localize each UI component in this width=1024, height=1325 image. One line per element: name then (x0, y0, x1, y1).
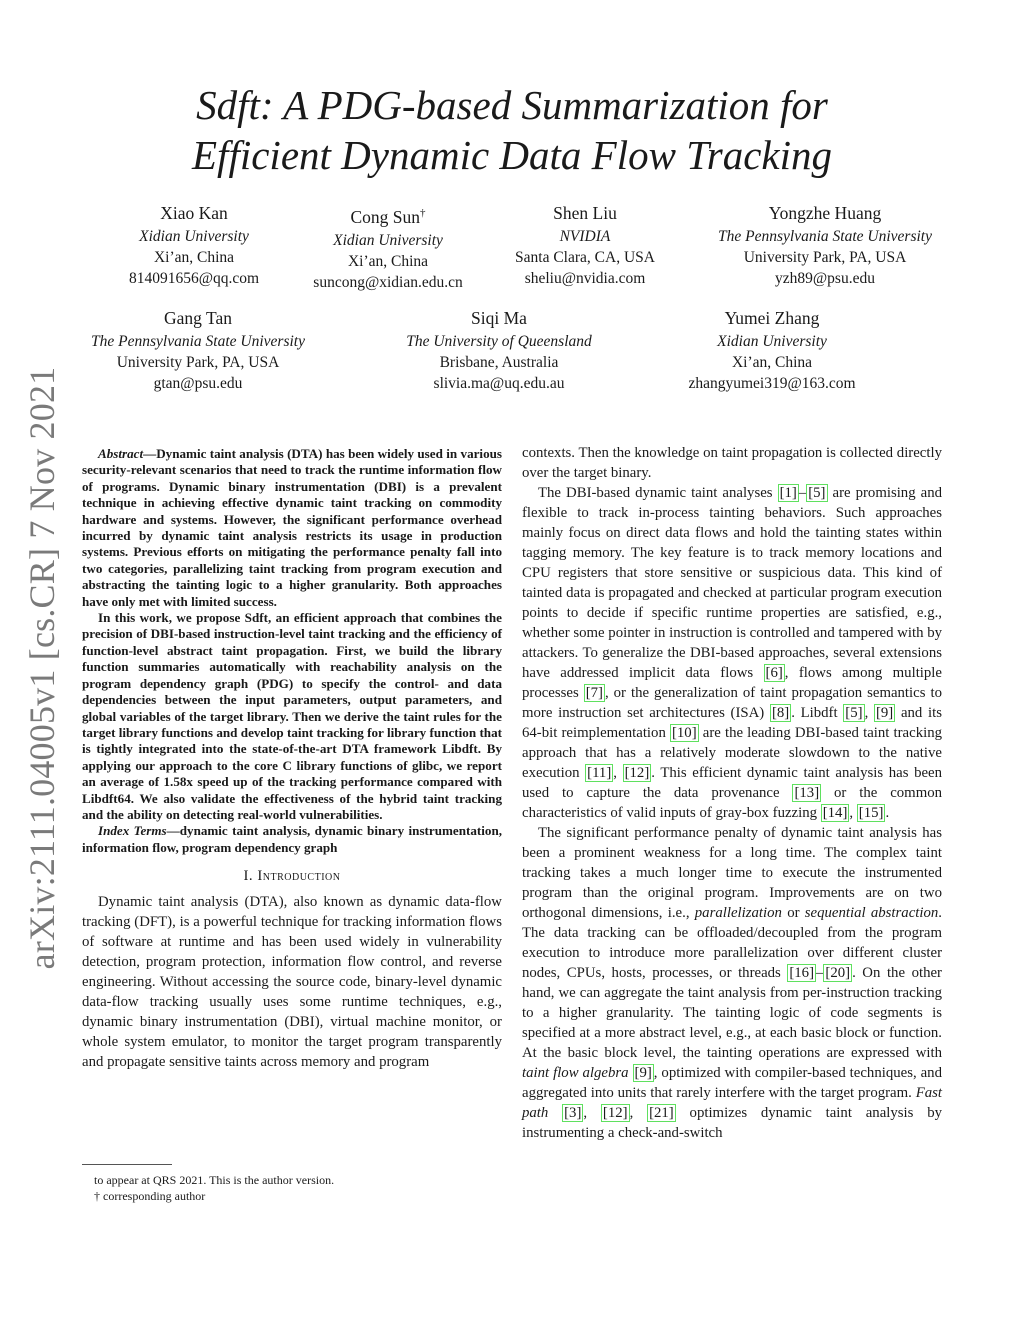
citation-link[interactable]: [13] (794, 785, 820, 801)
citation-link[interactable]: [9] (634, 1065, 652, 1081)
author-name: Xiao Kan (160, 203, 228, 223)
author-affiliation: The University of Queensland (406, 333, 592, 350)
author-block (485, 201, 685, 289)
intro-paragraph-3: The significant performance penalty of dynamic taint analysis has been a prominent weakness for a long time. The complex taint tracking takes a much longer time to execute the instrumented program than the original program. Improvements are on two orthogonal dimensions, i.e., parallelization or sequential abstraction. The data tracking can be offloaded/decoupled from the program execution to introduce more parallelization over different cluster nodes, CPUs, hosts, processes, or threads [16] – [20] . On the other hand, we can aggregate the taint analysis from per-instruction tracking to a higher granularity. The tainting logic of code segments is specified at a more abstract level, e.g., at each basic block or function. At the basic block level, the tainting operations are expressed with taint flow algebra [9] , optimized with compiler-based techniques, and aggregated into units that rarely interfere with the target program. Fast path [3] , [12] , [21] optimizes dynamic taint analysis by instrumenting a check-and-switch (522, 825, 943, 1141)
author-name: Yongzhe Huang (768, 203, 882, 223)
author-name: Yumei Zhang (724, 308, 820, 328)
intro-paragraph-1: Dynamic taint analysis (DTA), also known as dynamic data-flow tracking (DFT), is a powerful technique for tracking information flows of software at runtime and has been used widely in vulnerability detection, program protection, information flow control, and reverse engineering. Without accessing the source code, binary-level dynamic data-flow tracking usually uses some runtime techniques, e.g., dynamic binary instrumentation (DBI), virtual machine monitor, or whole system emulator, to monitor the target program transparently and propagate sensitive taints across memory and program (82, 894, 502, 1071)
citation-link[interactable]: [21] (649, 1105, 674, 1121)
author-location: Xi’an, China (153, 249, 235, 266)
author-affiliation: The Pennsylvania State University (91, 333, 305, 350)
citation-link[interactable]: [20] (825, 965, 851, 981)
continued-paragraph: contexts. Then the knowledge on taint propagation is collected directly over the target binary. (522, 445, 942, 481)
author-email: slivia.ma@uq.edu.au (433, 375, 565, 392)
footnote-rule (82, 1164, 172, 1165)
intro-paragraph-2: The DBI-based dynamic taint analyses [1] – [5] are promising and flexible to track in-process tainting behaviors. Such approaches mainly focus on direct data flows and hold the tainting states within tagging memory. The key feature is to track memory locations and CPU registers that store sensitive or suspicious data. This kind of tainted data is propagated and checked at particular program execution points to decide if specific runtime properties are satisfied, e.g., whether some pointer in instruction is controlled and tampered with by attackers. To generalize the DBI-based approaches, several extensions have addressed implicit data flows [6] , flows among multiple processes [7] , or the generalization of taint propagation semantics to more instruction set architectures (ISA) [8] . Libdft [5] , [9] and its 64-bit reimplementation [10] are the leading DBI-based taint tracking approach that has a relatively moderate slowdown to the native execution [11] , [12] . This efficient dynamic taint analysis has been used to capture the data provenance [13] or the common characteristics of valid inputs of gray-box fuzzing [14] , [15] . (522, 485, 943, 821)
abstract-paragraph-1: Abstract—Dynamic taint analysis (DTA) has been widely used in various security-relevant scenarios that need to track the runtime information flow of programs. Dynamic binary instrumentation (DBI) is a prevalent technique in achieving effective dynamic taint tracking on commodity hardware and systems. However, the significant performance overhead incurred by dynamic taint analysis restricts its usage in production systems. Previous efforts on mitigating the performance penalty fall into two categories, parallelizing taint tracking from program execution and abstracting the tainting logic to a higher granularity. Both approaches have only met with limited success. (82, 446, 502, 609)
author-affiliation: NVIDIA (559, 228, 611, 245)
author-name: Shen Liu (553, 203, 617, 223)
citation-link[interactable]: [7] (585, 685, 603, 701)
footnote-1: to appear at QRS 2021. This is the author version. (94, 1173, 335, 1187)
title-line-2: Efficient Dynamic Data Flow Tracking (192, 132, 832, 178)
abstract-paragraph-2: In this work, we propose Sdft, an efficient approach that combines the precision of DBI-based instruction-level taint tracking and the efficiency of function-level abstract taint propagation. First, we build the library function summaries automatically with reachability analysis on the program dependency graph (PDG) to specify the control- and data dependencies between the input parameters, output parameters, and global variables of the target library. Then we derive the taint rules for the target library functions and develop taint tracking for library function that is tightly integrated into the state-of-the-art DTA framework Libdft. By applying our approach to the core C library functions of glibc, we report an average of 1.58x speed up of the tracking performance compared with Libdft64. We also validate the effectiveness of the hybrid taint tracking and the ability on detecting real-world vulnerabilities. (82, 610, 502, 822)
citation-link[interactable]: [10] (671, 725, 697, 741)
citation-link[interactable]: [9] (875, 705, 894, 721)
author-block (68, 306, 328, 394)
right-column (522, 443, 942, 1143)
footnote-2: † corresponding author (94, 1189, 206, 1203)
author-block (695, 201, 955, 289)
arxiv-stamp: arXiv:2111.04005v1 [cs.CR] 7 Nov 2021 (22, 366, 62, 970)
author-block (379, 306, 619, 394)
author-name: Cong Sun (350, 206, 421, 227)
author-email: 814091656@qq.com (128, 270, 260, 287)
citation-link[interactable]: [15] (858, 805, 884, 821)
citation-link[interactable]: [16] (789, 965, 814, 981)
author-affiliation: The Pennsylvania State University (718, 228, 932, 245)
title-line-1: Sdft: A PDG-based Summarization for (196, 82, 828, 128)
author-email: yzh89@psu.edu (775, 270, 875, 287)
author-location: Xi’an, China (731, 354, 813, 371)
citation-link[interactable]: [6] (765, 665, 783, 681)
author-email: zhangyumei319@163.com (688, 375, 856, 392)
citation-link[interactable]: [12] (602, 1105, 628, 1121)
author-block (288, 201, 488, 293)
citation-link[interactable]: [12] (624, 765, 650, 781)
author-name: Gang Tan (164, 308, 232, 328)
author-affiliation: Xidian University (333, 231, 443, 249)
citation-link[interactable]: [11] (587, 765, 612, 781)
paper-title (80, 80, 944, 180)
author-affiliation: Xidian University (139, 228, 249, 245)
author-name: Siqi Ma (471, 308, 527, 328)
index-terms: Index Terms—dynamic taint analysis, dynamic binary instrumentation, information flow, program dependency graph (82, 823, 502, 855)
corresponding-mark: † (420, 207, 426, 219)
author-location: University Park, PA, USA (743, 249, 907, 266)
author-block (662, 306, 882, 394)
author-location: Santa Clara, CA, USA (515, 249, 655, 266)
left-column (82, 446, 502, 1072)
author-email: gtan@psu.edu (153, 375, 243, 392)
section-heading: I. Introduction (243, 868, 341, 885)
citation-link[interactable]: [3] (564, 1105, 582, 1121)
footnotes (82, 1172, 334, 1204)
author-location: Xi’an, China (347, 252, 429, 270)
author-location: Brisbane, Australia (439, 354, 559, 371)
author-email: sheliu@nvidia.com (524, 270, 646, 287)
citation-link[interactable]: [1] (779, 485, 797, 501)
citation-link[interactable]: [8] (771, 705, 790, 721)
author-affiliation: Xidian University (717, 333, 827, 350)
author-block (94, 201, 294, 289)
citation-link[interactable]: [14] (822, 805, 848, 821)
citation-link[interactable]: [5] (845, 705, 863, 721)
citation-link[interactable]: [5] (808, 485, 826, 501)
author-location: University Park, PA, USA (116, 354, 280, 371)
author-email: suncong@xidian.edu.cn (313, 273, 463, 291)
